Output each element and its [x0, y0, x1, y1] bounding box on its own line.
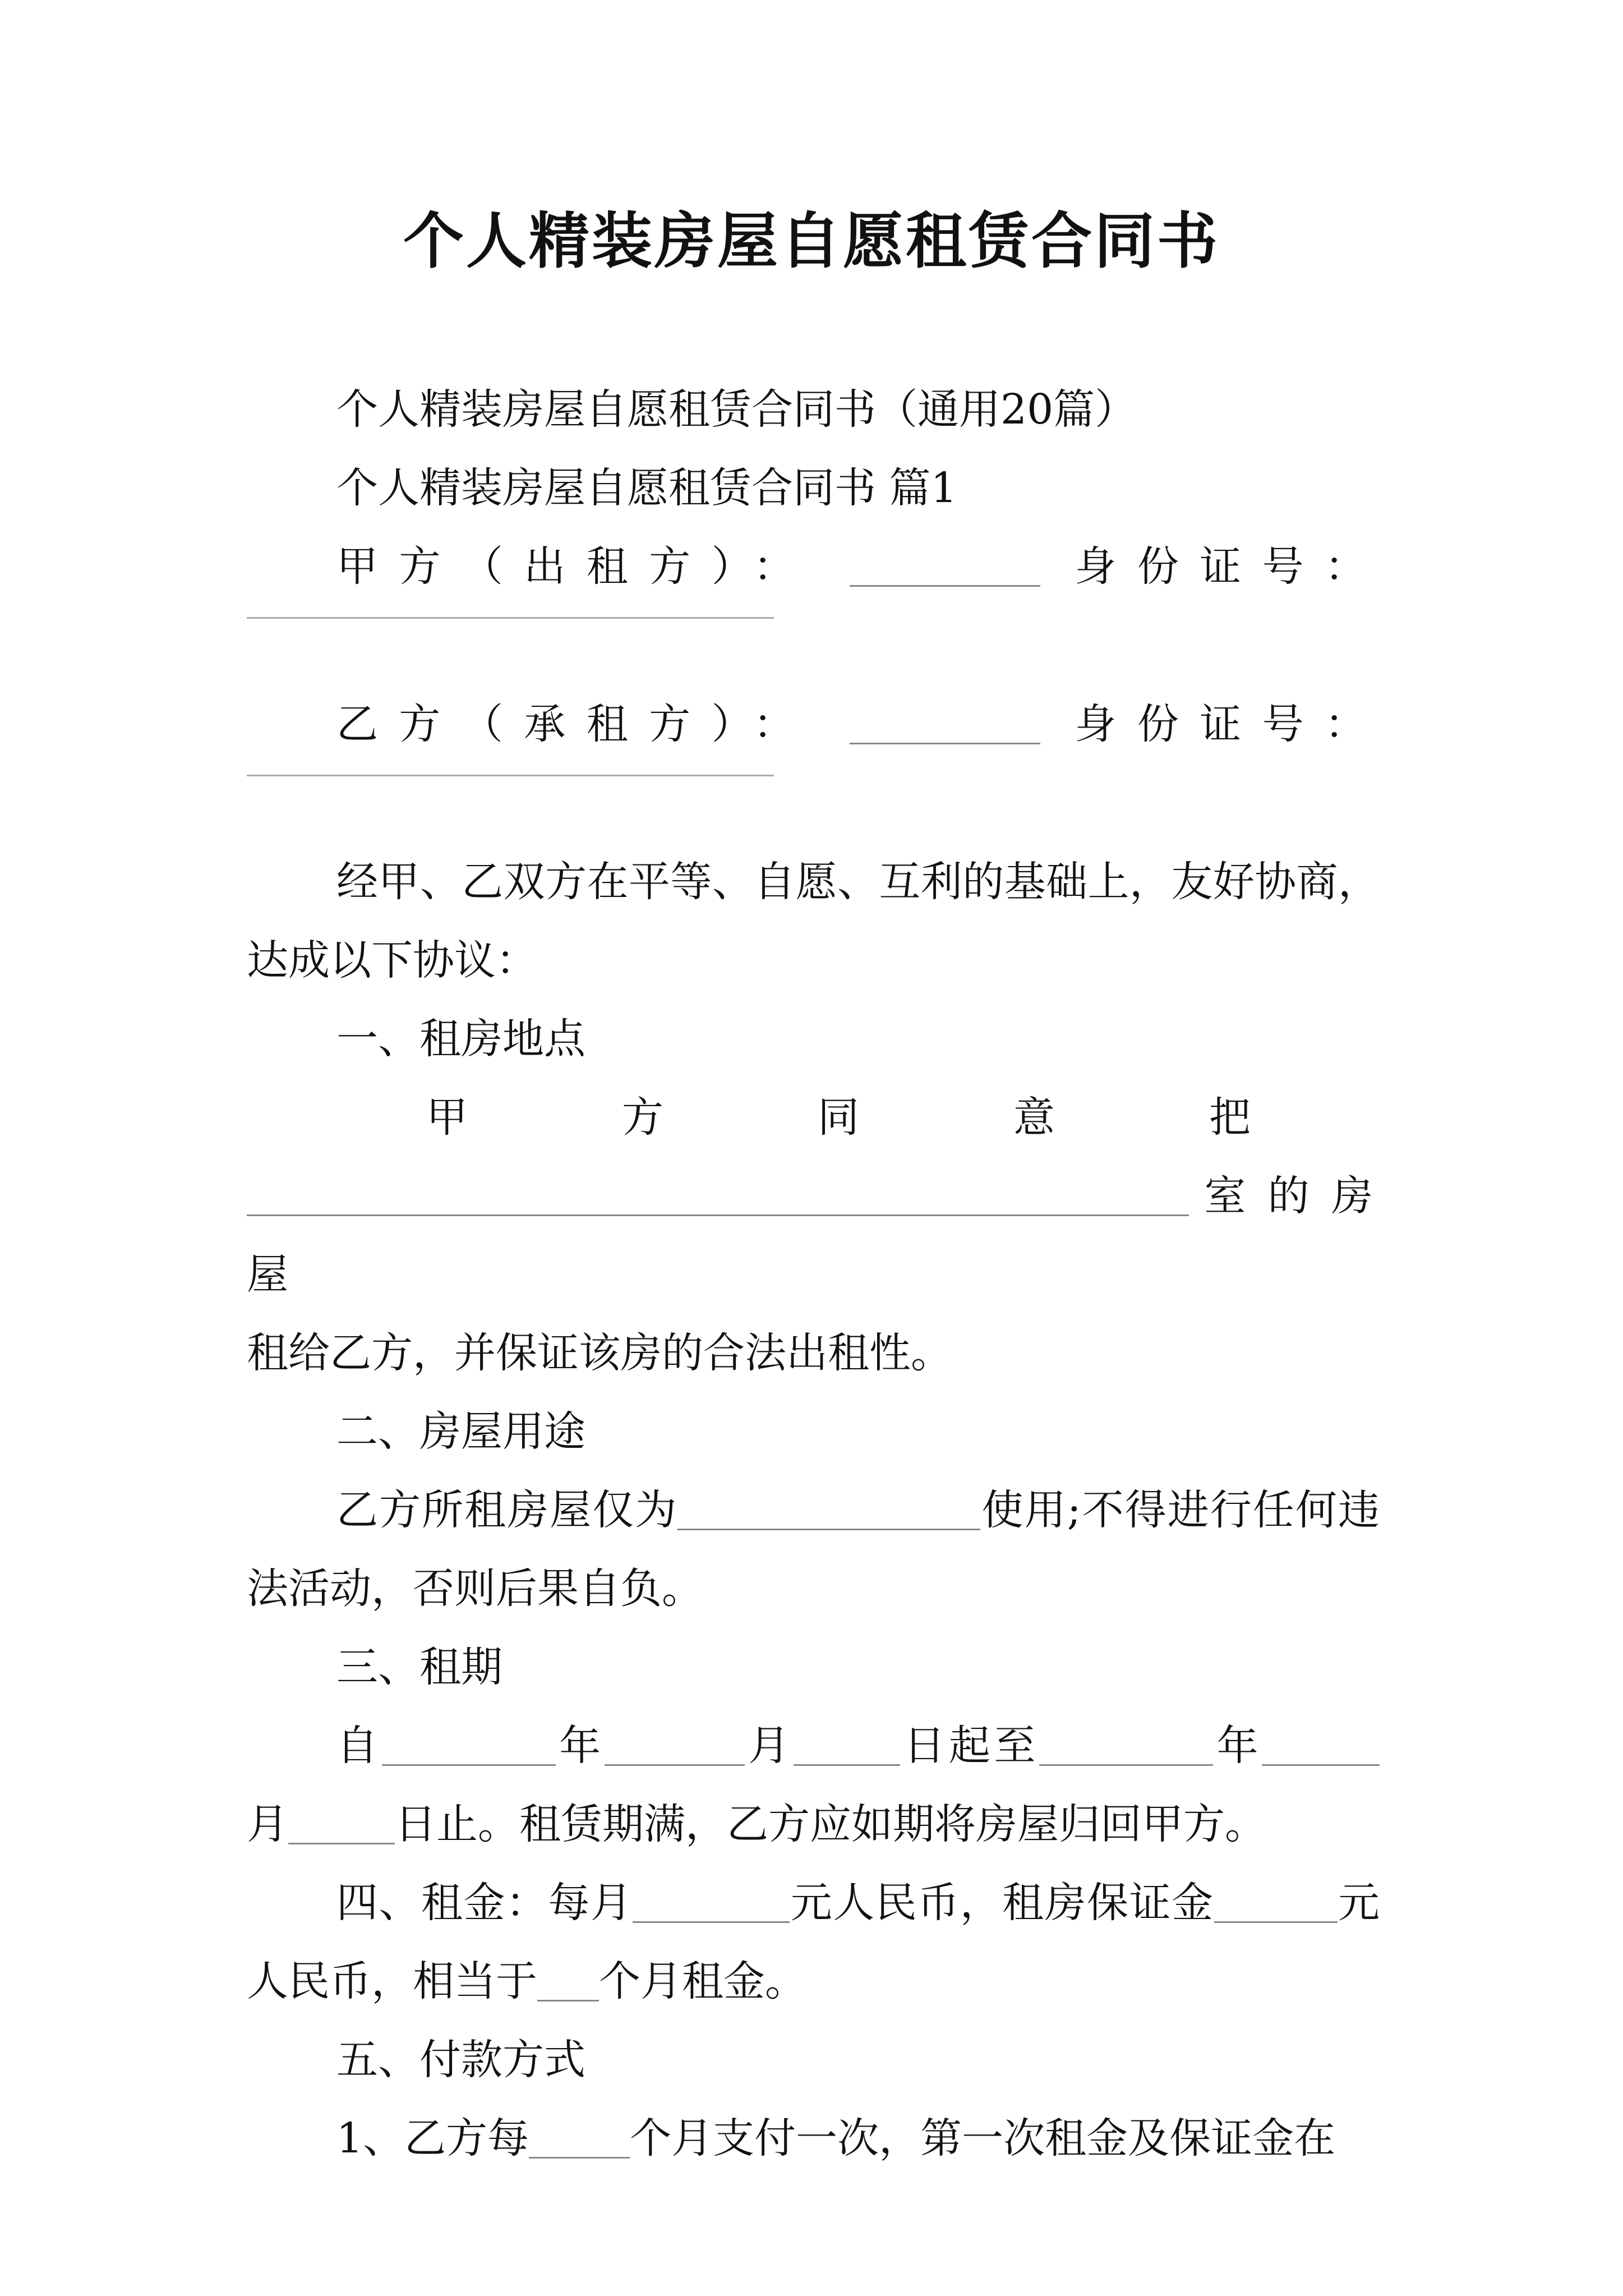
party-b-label: 乙方（承租方）：	[336, 700, 816, 748]
party-a-line	[247, 527, 1380, 606]
end-day-label: 日止。租赁期满，乙方应如期将房屋归回甲方。	[395, 1800, 1266, 1848]
monthly-rent-blank	[633, 1880, 790, 1923]
party-a-id-blank	[247, 617, 774, 619]
end-day-blank	[288, 1801, 395, 1844]
payment-interval-blank	[529, 2115, 630, 2159]
section-1-line-c: 租给乙方，并保证该房的合法出租性。	[247, 1329, 952, 1377]
party-a-label: 甲方（出租方）：	[336, 542, 816, 591]
section-1-text-b: 室的房屋	[247, 1172, 1380, 1299]
start-year-blank	[382, 1723, 556, 1766]
deposit-blank	[1214, 1880, 1338, 1923]
months-blank	[537, 1958, 599, 2001]
end-year-blank	[1039, 1723, 1213, 1766]
section-4-paragraph	[247, 1864, 1380, 2021]
months-label: 个月租金。	[599, 1957, 806, 2005]
usage-blank	[677, 1487, 980, 1530]
start-day-blank	[794, 1723, 900, 1766]
section-5-heading: 五、付款方式	[336, 2036, 585, 2084]
section-1-line-b	[247, 1157, 1380, 1314]
equivalent-label: 元人民币，相当于	[247, 1879, 1380, 2005]
party-b-line	[247, 685, 1380, 763]
from-label: 自	[336, 1722, 382, 1770]
section-1-text-a: 甲方同意把	[426, 1093, 1380, 1142]
party-a-id-label: 身份证号：	[1075, 542, 1380, 591]
payment-text-b: 个月支付一次，第一次租金及保证金在	[630, 2114, 1336, 2162]
section-2-text-b: 使用;不得进行任何违法活动，否则后果自负。	[247, 1486, 1380, 1613]
end-month-blank	[1262, 1723, 1380, 1766]
chapter-heading: 个人精装房屋自愿租赁合同书 篇1	[336, 464, 957, 512]
document-title: 个人精装房屋自愿租赁合同书	[403, 206, 1220, 277]
section-1-heading: 一、租房地点	[336, 1015, 585, 1063]
party-a-name-blank	[850, 544, 1040, 587]
section-3-paragraph	[247, 1706, 1380, 1864]
section-3-heading: 三、租期	[336, 1643, 502, 1691]
party-b-name-blank	[850, 701, 1040, 744]
deposit-label: 元人民币，租房保证金	[790, 1879, 1214, 1927]
document-body	[247, 370, 1380, 2178]
start-month-blank	[605, 1723, 745, 1766]
section-5-item-1	[247, 2099, 1380, 2178]
section-2-paragraph	[247, 1471, 1380, 1628]
start-day-label: 日起至	[900, 1722, 1039, 1770]
party-b-id-blank	[247, 775, 774, 776]
payment-text-a: 1、乙方每	[336, 2114, 529, 2162]
subtitle: 个人精装房屋自愿租赁合同书（通用20篇）	[336, 385, 1137, 434]
section-2-text-a: 乙方所租房屋仅为	[336, 1486, 678, 1534]
start-year-label: 年	[555, 1722, 605, 1770]
party-b-id-label: 身份证号：	[1075, 700, 1380, 748]
end-month-label: 月	[247, 1800, 288, 1848]
intro-paragraph: 经甲、乙双方在平等、自愿、互利的基础上，友好协商，达成以下协议：	[247, 858, 1380, 984]
section-1-line-a	[247, 1078, 1380, 1157]
address-blank	[247, 1173, 1189, 1216]
start-month-label: 月	[744, 1722, 794, 1770]
end-year-label: 年	[1212, 1722, 1262, 1770]
section-2-heading: 二、房屋用途	[336, 1407, 585, 1456]
rent-label: 四、租金：每月	[336, 1879, 633, 1927]
